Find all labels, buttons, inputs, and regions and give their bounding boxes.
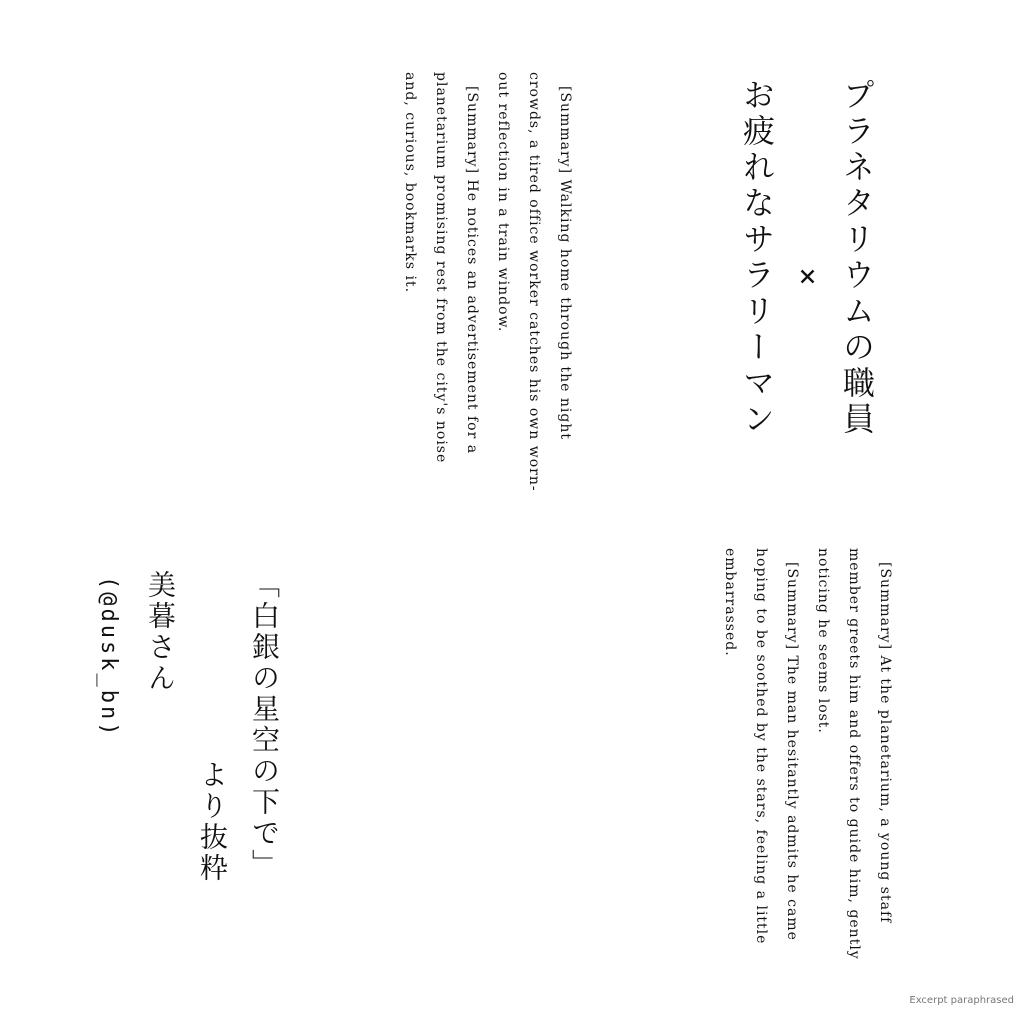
excerpt-paragraph: [Summary] At the planetarium, a young staff member greets him and offers to guide him, gently noticing he seems lost.	[815, 548, 893, 960]
title-cross: ×	[790, 258, 825, 298]
excerpt-source-label: より抜粋	[196, 760, 229, 884]
excerpt-paragraph: [Summary] Walking home through the night crowds, a tired office worker catches his own worn-out reflection in a train window.	[495, 72, 573, 492]
excerpt-first	[60, 72, 580, 492]
credit-block	[90, 570, 290, 980]
excerpt-paragraph: [Summary] He notices an advertisement for a planetarium promising rest from the city's noise and, curious, bookmarks it.	[402, 72, 480, 464]
title-line-1: プラネタリウムの職員	[838, 78, 876, 438]
author-handle: (@dusk_bn)	[96, 576, 121, 739]
author-name: 美暮さん	[144, 570, 177, 694]
excerpt-paragraph: [Summary] The man hesitantly admits he came hoping to be soothed by the stars, feeling a little embarrassed.	[722, 548, 800, 945]
title-line-2: お疲れなサラリーマン	[738, 78, 776, 438]
work-title: 「白銀の星空の下で」	[248, 570, 281, 880]
excerpt-second	[370, 548, 900, 968]
title-block	[722, 78, 882, 478]
paraphrase-note: Excerpt paraphrased	[909, 995, 1014, 1006]
